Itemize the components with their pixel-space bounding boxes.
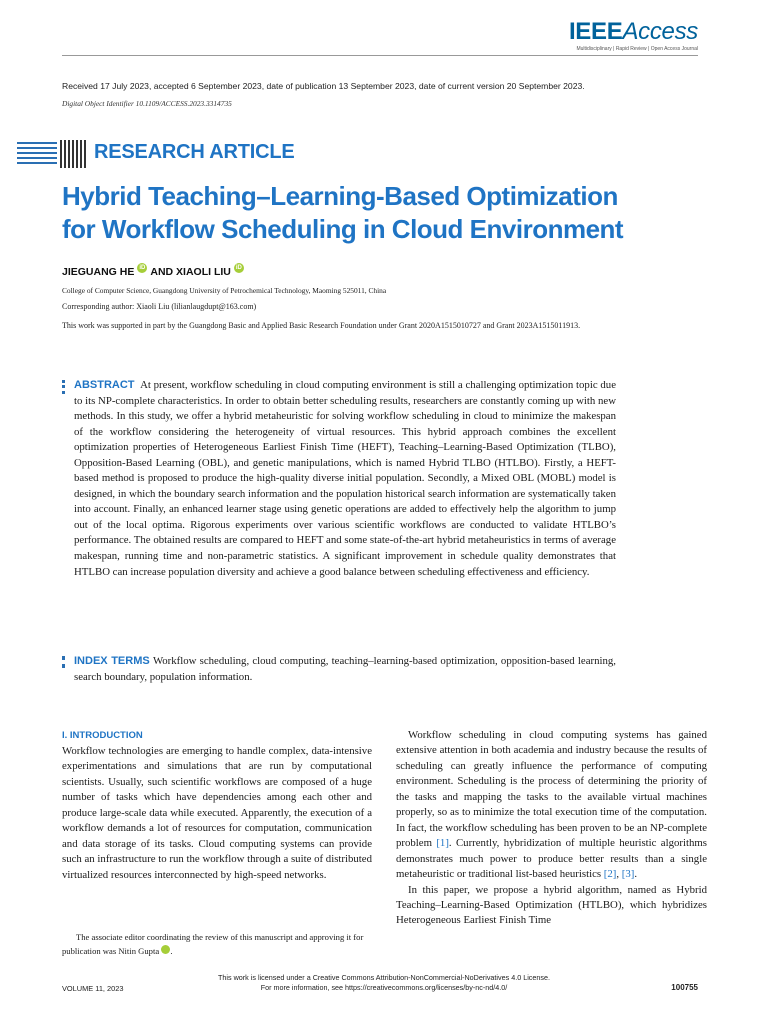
index-terms-label: INDEX TERMS [74, 655, 150, 667]
article-type-bars [60, 140, 88, 168]
intro-right-column [396, 728, 707, 929]
citation-link-1[interactable]: [1] [436, 837, 449, 850]
intro-paragraph-1: Workflow technologies are emerging to handle complex, data-intensive experimentations and simulations that are run by computational scientists. Usually, such scientific workflows are composed of a huge number of tasks which have dependencies among each other and produce large-scale data while executed. Apparently, the execution of a workflow demands a lot of resources for computation, communication and data storage of its tasks. Cloud computing systems can provide such an infrastructure to run the workflow through a suite of distributed virtualized resources interconnected by high-speed networks. [62, 745, 372, 881]
funding-statement: This work was supported in part by the Guangdong Basic and Applied Basic Research Foundation under Grant 2020A1515010727 and Grant 2023A1515011913. [62, 321, 581, 330]
author-list [62, 266, 244, 278]
journal-tagline: Multidisciplinary | Rapid Review | Open Access Journal [576, 46, 698, 52]
logo-ieee: IEEE [568, 18, 623, 45]
volume-info: VOLUME 11, 2023 [62, 984, 124, 993]
title-line-1: Hybrid Teaching–Learning-Based Optimization [62, 181, 618, 211]
orcid-icon[interactable]: iD [139, 265, 146, 271]
license-line-1: This work is licensed under a Creative Commons Attribution-NonCommercial-NoDerivatives 4.0 License. [218, 973, 550, 982]
intro-left-column [62, 744, 372, 883]
logo-access: Access [622, 18, 698, 45]
section-heading-introduction: I. INTRODUCTION [62, 730, 143, 741]
citation-link-2[interactable]: [2] [603, 868, 617, 881]
abstract-marker [62, 380, 69, 394]
index-terms [74, 654, 616, 685]
index-terms-marker [62, 656, 69, 668]
journal-logo [569, 18, 698, 46]
intro-paragraph-3: In this paper, we propose a hybrid algorithm, named as Hybrid Teaching–Learning-Based Optimization (HTLBO), which hybridizes Heterogeneous Earliest Finish Time [396, 883, 707, 927]
abstract [74, 378, 616, 580]
orcid-icon[interactable]: iD [235, 265, 242, 271]
header-divider [62, 55, 698, 56]
intro-paragraph-2: Workflow scheduling in cloud computing systems has gained extensive attention in both academia and industry because the results of scheduling can greatly influence the performance of computing environment. Scheduling is the process of determining the priority of the tasks and mapping the tasks to the available virtual machines properly, so as to minimize the total execution time of the computation. In fact, the workflow scheduling has been proven to be an NP-complete problem [1]. Currently, hybridization of multiple heuristic algorithms demonstrates much power to produce better results than a single metaheuristic or traditional list-based heuristics [2], [3]. [396, 729, 707, 881]
orcid-icon[interactable]: iD [161, 945, 170, 954]
index-terms-text: Workflow scheduling, cloud computing, teaching–learning-based optimization, opposition-based learning, search boundary, population information. [74, 655, 616, 683]
editor-footnote: The associate editor coordinating the review of this manuscript and approving it for publication was Nitin Gupta iD. [62, 932, 364, 956]
doi: Digital Object Identifier 10.1109/ACCESS.2023.3314735 [62, 99, 232, 108]
received-dates: Received 17 July 2023, accepted 6 September 2023, date of publication 13 September 2023, date of current version 20 September 2023. [62, 81, 585, 91]
affiliation: College of Computer Science, Guangdong University of Petrochemical Technology, Maoming 525011, China [62, 286, 387, 295]
author-2-name: AND XIAOLI LIU [150, 266, 231, 278]
paper-title [62, 180, 682, 246]
author-1-name: JIEGUANG HE [62, 266, 135, 278]
page-number: 100755 [671, 983, 698, 992]
title-line-2: for Workflow Scheduling in Cloud Environment [62, 214, 624, 244]
citation-link-3[interactable]: [3] [621, 868, 635, 881]
article-type-label: RESEARCH ARTICLE [94, 141, 295, 163]
license-line-2[interactable]: For more information, see https://creativecommons.org/licenses/by-nc-nd/4.0/ [260, 983, 508, 992]
abstract-label: ABSTRACT [74, 379, 135, 391]
corresponding-author: Corresponding author: Xiaoli Liu (lilianlaugdupt@163.com) [62, 302, 257, 311]
abstract-text: At present, workflow scheduling in cloud computing environment is still a challenging optimization topic due to its NP-complete characteristics. In order to obtain better scheduling results, researchers are constantly coming up with new methods. In this study, we offer a hybrid metaheuristic for solving workflow scheduling in cloud to minimize the makespan of the workflow considering the heterogeneity of virtual resources. This hybrid approach combines the excellent optimization properties of Heterogeneous Earliest Finish Time (HEFT), Teaching–Learning-Based Optimization (TLBO), Opposition-Based Learning (OBL), and genetic manipulations, which is named Hybrid TLBO (HTLBO). Firstly, a HEFT-based method is proposed to produce the high-quality diverse initial population. Secondly, a Mixed OBL (MOBL) model is designed, in which the boundary search information and the population historical search information are systematically taken into account. Finally, an enhanced learner stage using genetic operations are added to effectively help the algorithm to jump out of the local optima. Rigorous experiments over various scientific workflows are conducted to validate HTLBO’s performance. The obtained results are compared to HEFT and some state-of-the-art hybrid metaheuristics in terms of average makespan, running time and non-parametric statistics. A significant improvement in schedule quality demonstrates that HTLBO can increase population diversity and achieve a good balance between scheduling effectiveness and efficiency. [74, 379, 616, 578]
